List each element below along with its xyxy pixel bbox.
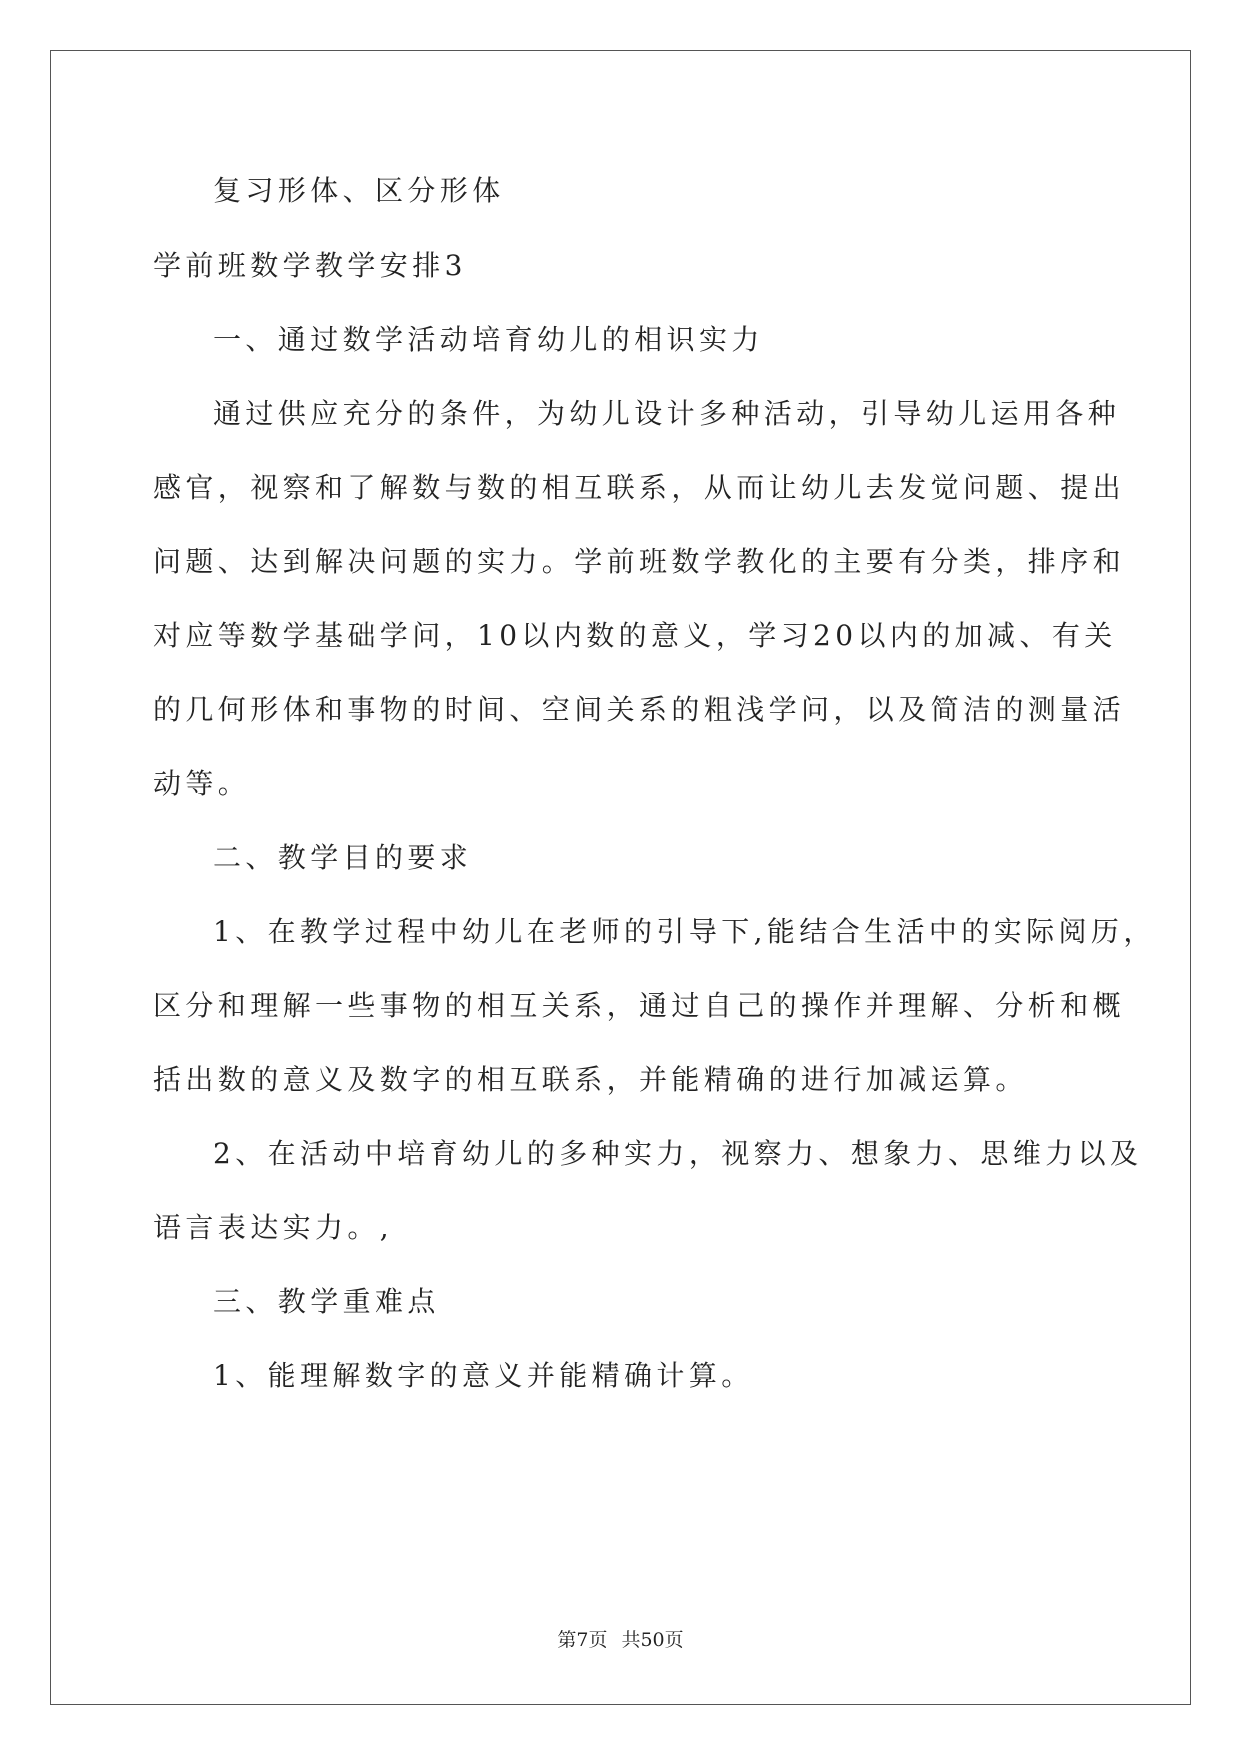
paragraph-line: 问题、达到解决问题的实力。学前班数学教化的主要有分类，排序和 <box>153 545 1126 578</box>
paragraph-line: 动等。 <box>153 767 251 800</box>
paragraph-line: 1、能理解数字的意义并能精确计算。 <box>213 1359 754 1392</box>
paragraph-line: 区分和理解一些事物的相互关系，通过自己的操作并理解、分析和概 <box>153 989 1126 1022</box>
paragraph-line: 的几何形体和事物的时间、空间关系的粗浅学问，以及简洁的测量活 <box>153 693 1126 726</box>
page-footer <box>0 1628 1241 1652</box>
paragraph-line: 语言表达实力。, <box>153 1211 394 1244</box>
paragraph-line: 感官，视察和了解数与数的相互联系，从而让幼儿去发觉问题、提出 <box>153 471 1126 504</box>
paragraph-line: 括出数的意义及数字的相互联系，并能精确的进行加减运算。 <box>153 1063 1028 1096</box>
paragraph-line: 通过供应充分的条件，为幼儿设计多种活动，引导幼儿运用各种 <box>213 397 1121 430</box>
text-line-review-shapes: 复习形体、区分形体 <box>213 174 505 207</box>
paragraph-line: 1、在教学过程中幼儿在老师的引导下,能结合生活中的实际阅历， <box>213 915 1156 948</box>
paragraph-line: 对应等数学基础学问，10以内数的意义，学习20以内的加减、有关 <box>153 619 1117 652</box>
page-number-total: 共50页 <box>621 1629 684 1651</box>
paragraph-line: 2、在活动中培育幼儿的多种实力，视察力、想象力、思维力以及 <box>213 1137 1143 1170</box>
section-title-plan-3: 学前班数学教学安排3 <box>153 249 467 282</box>
heading-teaching-goals: 二、教学目的要求 <box>213 841 473 874</box>
page-number-current: 第7页 <box>557 1629 608 1651</box>
heading-key-points: 三、教学重难点 <box>213 1285 440 1318</box>
heading-cultivate-ability: 一、通过数学活动培育幼儿的相识实力 <box>213 323 764 356</box>
